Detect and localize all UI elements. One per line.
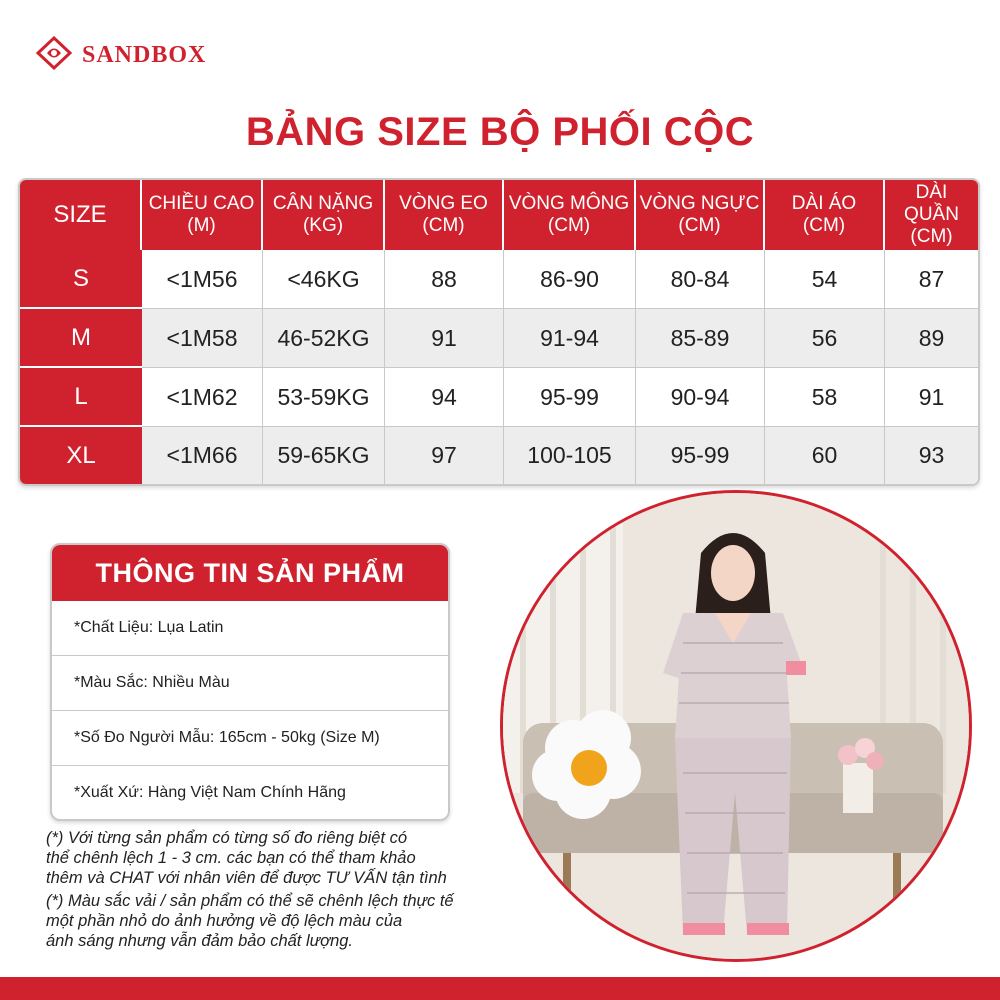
note-line: (*) Với từng sản phẩm có từng số đo riêng biệt có bbox=[46, 829, 408, 847]
logo-text: SANDBOX bbox=[82, 42, 207, 68]
table-cell: 93 bbox=[885, 427, 978, 484]
table-cell: 94 bbox=[385, 368, 504, 427]
sandbox-logo-icon bbox=[34, 36, 74, 75]
product-info-title: THÔNG TIN SẢN PHẨM bbox=[52, 545, 448, 601]
table-cell: 56 bbox=[765, 309, 885, 368]
table-cell: 60 bbox=[765, 427, 885, 484]
product-info-model-size: *Số Đo Người Mẫu: 165cm - 50kg (Size M) bbox=[52, 710, 448, 765]
table-cell: 80-84 bbox=[636, 250, 765, 309]
table-cell: 91 bbox=[885, 368, 978, 427]
table-cell: 46-52KG bbox=[263, 309, 385, 368]
model-photo-illustration bbox=[503, 493, 969, 959]
product-info-color: *Màu Sắc: Nhiều Màu bbox=[52, 655, 448, 710]
table-header-row bbox=[20, 180, 978, 250]
note-line: ánh sáng nhưng vẫn đảm bảo chất lượng. bbox=[46, 932, 354, 950]
product-info-origin: *Xuất Xứ: Hàng Việt Nam Chính Hãng bbox=[52, 765, 448, 820]
table-cell: 59-65KG bbox=[263, 427, 385, 484]
table-cell: 97 bbox=[385, 427, 504, 484]
size-notes bbox=[46, 828, 516, 954]
page-title: BẢNG SIZE BỘ PHỐI CỘC bbox=[245, 110, 755, 154]
table-cell: 100-105 bbox=[504, 427, 636, 484]
table-cell: <1M66 bbox=[142, 427, 263, 484]
brand-logo[interactable] bbox=[34, 36, 206, 75]
header-waist: VÒNG EO (CM) bbox=[385, 180, 504, 250]
table-row bbox=[20, 368, 978, 427]
table-cell: 88 bbox=[385, 250, 504, 309]
header-weight: CÂN NẶNG (KG) bbox=[263, 180, 385, 250]
header-pants-length: DÀI QUẦN (CM) bbox=[885, 180, 978, 250]
size-label: M bbox=[20, 309, 142, 368]
table-cell: 54 bbox=[765, 250, 885, 309]
bottom-accent-bar bbox=[0, 977, 1000, 1000]
header-hip: VÒNG MÔNG (CM) bbox=[504, 180, 636, 250]
note-line: một phần nhỏ do ảnh hưởng về độ lệch màu của bbox=[46, 912, 403, 930]
note-line: thể chênh lệch 1 - 3 cm. các bạn có thể tham khảo bbox=[46, 849, 416, 867]
header-height: CHIỀU CAO (M) bbox=[142, 180, 263, 250]
table-row bbox=[20, 427, 978, 484]
table-cell: 91 bbox=[385, 309, 504, 368]
size-label: L bbox=[20, 368, 142, 427]
table-row bbox=[20, 250, 978, 309]
note-line: thêm và CHAT với nhân viên để được TƯ VẤN tận tình bbox=[46, 869, 447, 887]
note-measurement bbox=[46, 828, 516, 888]
header-shirt-length: DÀI ÁO (CM) bbox=[765, 180, 885, 250]
note-line: (*) Màu sắc vải / sản phẩm có thể sẽ chênh lệch thực tế bbox=[46, 892, 454, 910]
table-cell: 91-94 bbox=[504, 309, 636, 368]
note-color bbox=[46, 891, 516, 951]
size-label: S bbox=[20, 250, 142, 309]
table-cell: <1M58 bbox=[142, 309, 263, 368]
table-row bbox=[20, 309, 978, 368]
model-photo[interactable] bbox=[500, 490, 972, 962]
size-chart-table bbox=[18, 178, 980, 486]
table-cell: 90-94 bbox=[636, 368, 765, 427]
table-cell: 58 bbox=[765, 368, 885, 427]
table-cell: <1M62 bbox=[142, 368, 263, 427]
table-cell: 89 bbox=[885, 309, 978, 368]
table-cell: 85-89 bbox=[636, 309, 765, 368]
table-cell: 86-90 bbox=[504, 250, 636, 309]
table-cell: <1M56 bbox=[142, 250, 263, 309]
header-size: SIZE bbox=[20, 180, 142, 250]
table-cell: 95-99 bbox=[504, 368, 636, 427]
product-info-material: *Chất Liệu: Lụa Latin bbox=[74, 619, 224, 636]
size-label: XL bbox=[20, 427, 142, 484]
header-bust: VÒNG NGỰC (CM) bbox=[636, 180, 765, 250]
table-cell: 53-59KG bbox=[263, 368, 385, 427]
table-cell: <46KG bbox=[263, 250, 385, 309]
product-info-box bbox=[50, 543, 450, 821]
table-cell: 87 bbox=[885, 250, 978, 309]
table-cell: 95-99 bbox=[636, 427, 765, 484]
